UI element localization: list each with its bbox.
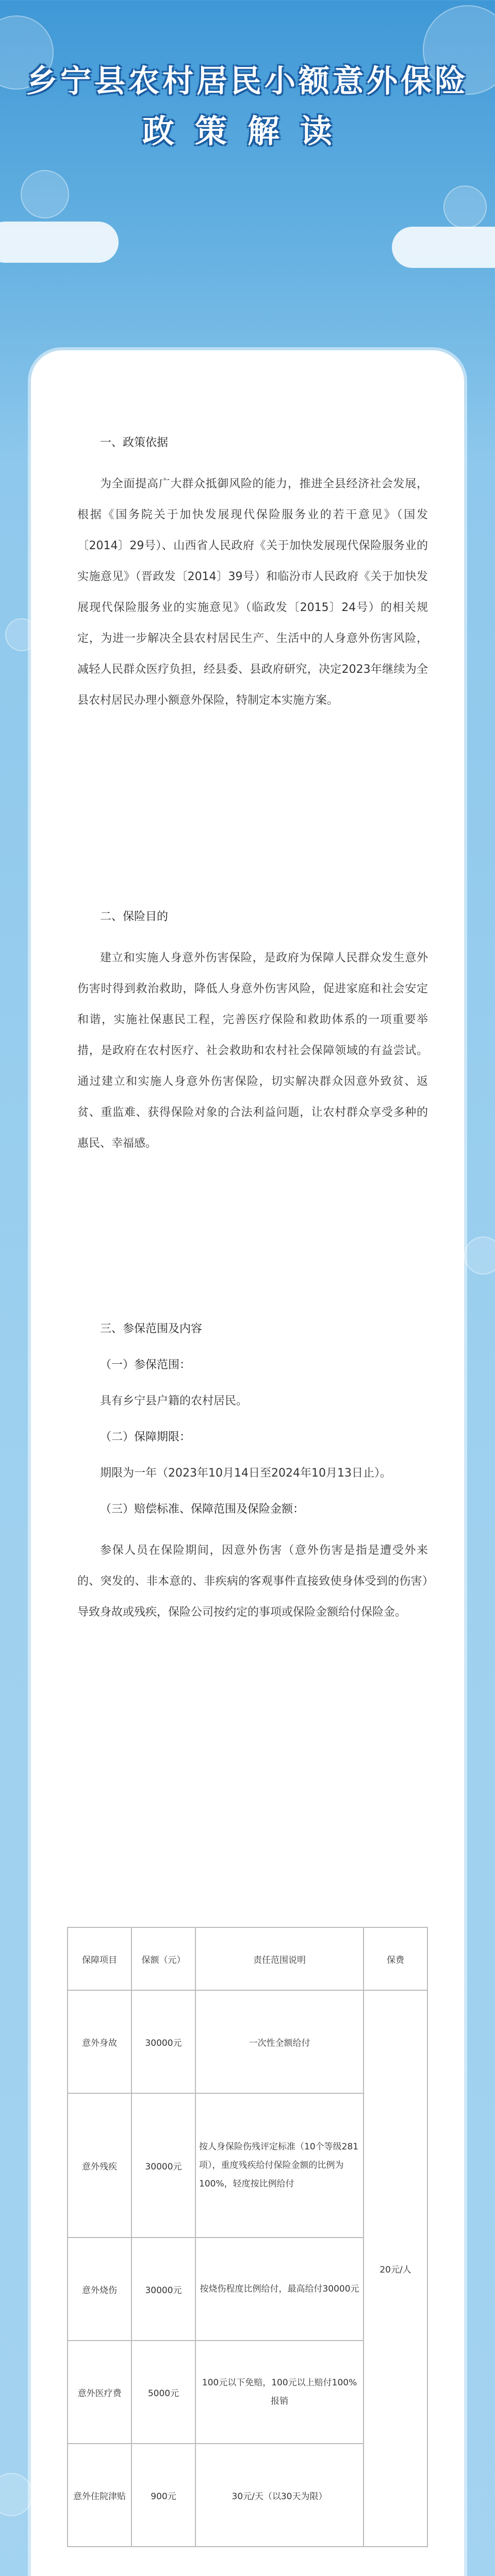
- decorative-bubble: [21, 170, 69, 218]
- subheading-standard: （三）赔偿标准、保障范围及保险金额：: [100, 1503, 305, 1516]
- table-cell-amount: 5000元: [131, 2341, 195, 2444]
- section-text-purpose: 建立和实施人身意外伤害保险，是政府为保障人民群众发生意外伤害时得到救治救助，降低人身意外伤害风险，促进家庭和社会安定和谐，实施社保惠民工程，完善医疗保险和救助体系的一项重要举措，是政府在农村医疗、社会救助和农村社会保障领域的有益尝试。通过建立和实施人身意外伤害保险，切实解决群众因意外致贫、返贫、重监难、获得保险对象的合法利益问题，让农村群众享受多种的惠民、幸福感。: [77, 952, 428, 1150]
- section-heading-purpose: 二、保险目的: [100, 910, 169, 923]
- table-cell-item: 意外烧伤: [68, 2238, 131, 2341]
- table-cell-desc: 按人身保险伤残评定标准（10个等级281项），重度残疾给付保险金额的比例为100%，轻度按比例给付: [195, 2093, 364, 2238]
- table-header-cell: 责任范围说明: [195, 1927, 364, 1990]
- table-cell-amount: 30000元: [131, 2238, 195, 2341]
- table-cell-item: 意外医疗费: [68, 2341, 131, 2444]
- decorative-bubble: [443, 185, 487, 229]
- page-subtitle: 政策解读: [142, 112, 353, 150]
- subheading-period: （二）保障期限：: [100, 1431, 191, 1444]
- table-header-cell: 保费: [364, 1927, 427, 1990]
- table-cell-amount: 30000元: [131, 1990, 195, 2093]
- table-row: [68, 1990, 427, 2093]
- table-cell-item: 意外残疾: [68, 2093, 131, 2238]
- page-title: 乡宁县农村居民小额意外保险: [26, 63, 469, 99]
- cloud-decoration: [0, 222, 119, 263]
- section-heading-basis: 一、政策依据: [100, 436, 169, 449]
- table-cell-desc: 一次性全额给付: [195, 1990, 364, 2093]
- table-cell-premium: 20元/人: [364, 1990, 427, 2547]
- table-cell-amount: 900元: [131, 2444, 195, 2547]
- section-text-basis: 为全面提高广大群众抵御风险的能力，推进全县经济社会发展，根据《国务院关于加快发展现代保险服务业的若干意见》（国发〔2014〕29号）、山西省人民政府《关于加快发展现代保险服务业的实施意见》（晋政发〔2014〕39号）和临汾市人民政府《关于加快发展现代保险服务业的实施意见》（临政发〔2015〕24号）的相关规定，为进一步解决全县农村居民生产、生活中的人身意外伤害风险，减轻人民群众医疗负担，经县委、县政府研究，决定2023年继续为全县农村居民办理小额意外保险，特制定本实施方案。: [77, 478, 428, 707]
- table-header-cell: 保额（元）: [131, 1927, 195, 1990]
- benefit-table: [67, 1927, 428, 2547]
- table-cell-item: 意外身故: [68, 1990, 131, 2093]
- table-header-cell: 保障项目: [68, 1927, 131, 1990]
- text-standard: 参保人员在保险期间，因意外伤害（意外伤害是指是遭受外来的、突发的、非本意的、非疾病的客观事件直接致使身体受到的伤害）导致身故或残疾，保险公司按约定的事项或保险金额给付保险金。: [77, 1544, 428, 1619]
- text-period: 期限为一年（2023年10月14日至2024年10月13日止）。: [100, 1467, 391, 1480]
- decorative-bubble: [464, 1236, 495, 1275]
- decorative-bubble: [0, 2473, 33, 2516]
- table-cell-item: 意外住院津贴: [68, 2444, 131, 2547]
- cloud-decoration: [392, 227, 495, 268]
- table-cell-amount: 30000元: [131, 2093, 195, 2238]
- content-card: [31, 350, 464, 2576]
- table-cell-desc: 30元/天（以30天为限）: [195, 2444, 364, 2547]
- table-cell-desc: 按烧伤程度比例给付，最高给付30000元: [195, 2238, 364, 2341]
- header-banner: [0, 0, 495, 289]
- table-header-row: [68, 1927, 427, 1990]
- text-scope: 具有乡宁县户籍的农村居民。: [100, 1395, 248, 1408]
- section-heading-scope: 三、参保范围及内容: [100, 1323, 203, 1335]
- table-cell-desc: 100元以下免赔，100元以上赔付100%报销: [195, 2341, 364, 2444]
- subheading-scope: （一）参保范围：: [100, 1359, 191, 1371]
